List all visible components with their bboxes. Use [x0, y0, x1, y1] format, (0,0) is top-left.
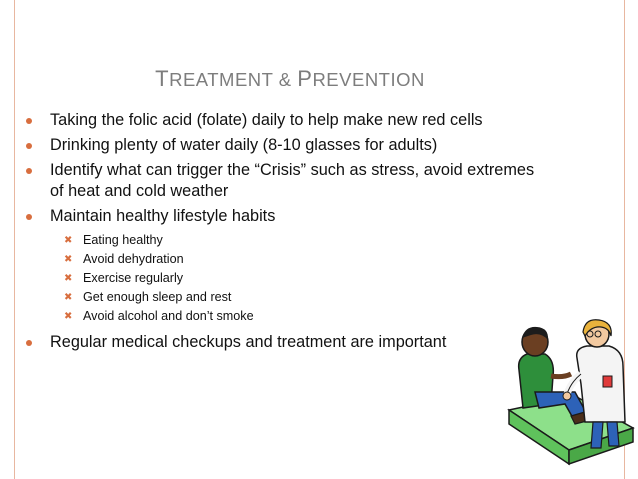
- bullet-list: [26, 110, 536, 357]
- bullet-text: Drinking plenty of water daily (8-10 glasses for adults): [50, 136, 438, 154]
- bullet-item: [26, 110, 536, 131]
- x-marker-icon: ✖: [64, 311, 73, 322]
- sub-bullet-item: [64, 269, 536, 288]
- bullet-item-last: [26, 332, 536, 353]
- bullet-text: Regular medical checkups and treatment are important: [50, 333, 447, 351]
- bullet-text: Maintain healthy lifestyle habits: [50, 207, 276, 225]
- title-word-2: REVENTION: [312, 69, 425, 90]
- bullet-dot-icon: [26, 168, 32, 174]
- slide-title: [0, 66, 580, 92]
- bullet-dot-icon: [26, 214, 32, 220]
- sub-bullet-text: Avoid alcohol and don’t smoke: [83, 309, 254, 323]
- sub-bullet-text: Get enough sleep and rest: [83, 290, 232, 304]
- title-ampersand: &: [278, 69, 292, 90]
- sub-bullet-text: Exercise regularly: [83, 271, 184, 285]
- bullet-item: [26, 160, 536, 202]
- sub-bullet-list: [64, 231, 536, 326]
- title-word-1: REATMENT: [169, 69, 274, 90]
- bullet-dot-icon: [26, 143, 32, 149]
- bullet-item: [26, 135, 536, 156]
- x-marker-icon: ✖: [64, 254, 73, 265]
- bullet-dot-icon: [26, 118, 32, 124]
- title-initial-1: T: [155, 66, 170, 91]
- doctor-patient-clipart-icon: [505, 318, 635, 476]
- title-initial-2: P: [297, 66, 313, 91]
- sub-bullet-item: [64, 307, 536, 326]
- sub-bullet-item: [64, 231, 536, 250]
- x-marker-icon: ✖: [64, 292, 73, 303]
- x-marker-icon: ✖: [64, 235, 73, 246]
- bullet-dot-icon: [26, 340, 32, 346]
- sub-bullet-text: Eating healthy: [83, 233, 163, 247]
- x-marker-icon: ✖: [64, 273, 73, 284]
- sub-bullet-item: [64, 250, 536, 269]
- bullet-text: Taking the folic acid (folate) daily to help make new red cells: [50, 111, 483, 129]
- sub-bullet-item: [64, 288, 536, 307]
- bullet-item: [26, 206, 536, 227]
- bullet-text: Identify what can trigger the “Crisis” such as stress, avoid extremes of heat and cold weather: [50, 161, 535, 200]
- sub-bullet-text: Avoid dehydration: [83, 252, 184, 266]
